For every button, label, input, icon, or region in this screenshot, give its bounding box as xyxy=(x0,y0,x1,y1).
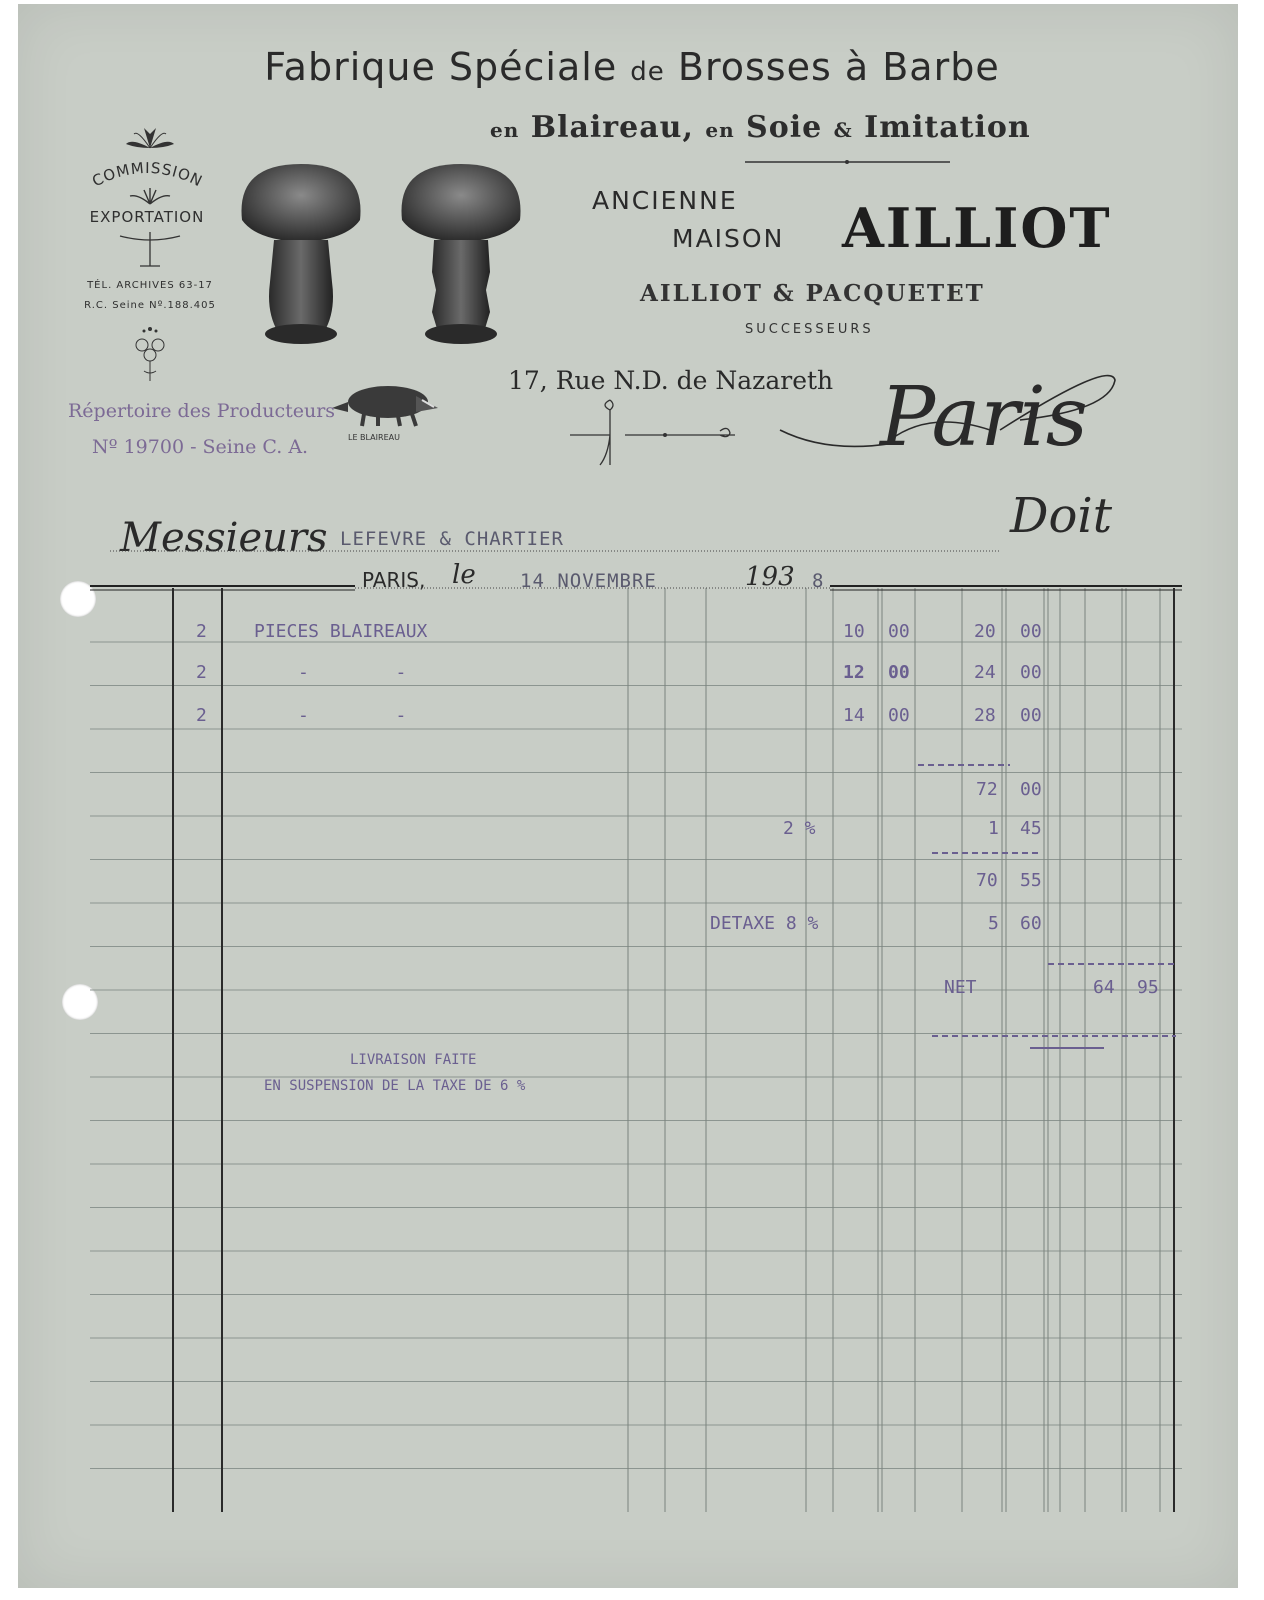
doit-script: Doit xyxy=(1010,488,1113,544)
invoice-year-suffix: 8 xyxy=(812,570,824,592)
producer-stamp-line1: Répertoire des Producteurs xyxy=(68,400,336,422)
item-total-francs: 28 xyxy=(974,705,996,726)
invoice-date: 14 NOVEMBRE xyxy=(520,570,657,592)
dateline-city: PARIS, xyxy=(362,568,426,592)
item-unit-francs: 12 xyxy=(843,662,865,683)
item-unit-cents: 00 xyxy=(888,662,910,683)
svg-text:LE BLAIREAU: LE BLAIREAU xyxy=(348,433,400,442)
ancienne-label: ANCIENNE xyxy=(592,186,738,215)
maison-label: MAISON xyxy=(672,224,785,253)
letterhead-subtitle: en Blaireau, en Soie & Imitation xyxy=(490,110,1031,145)
item-designation: PIECES BLAIREAUX xyxy=(254,621,428,642)
item-designation: - - xyxy=(298,662,407,683)
city-paris-script: Paris xyxy=(880,370,1088,465)
discount-francs: 1 xyxy=(988,818,999,839)
invoice-year-prefix: 193 xyxy=(745,562,795,592)
company-name: AILLIOT xyxy=(842,196,1112,260)
item-designation: - - xyxy=(298,705,407,726)
successeurs-label: SUCCESSEURS xyxy=(745,322,874,337)
dateline-le: le xyxy=(452,560,476,590)
net-label: NET xyxy=(944,977,977,998)
item-total-francs: 24 xyxy=(974,662,996,683)
net-cents: 95 xyxy=(1137,977,1159,998)
registration-number: R.C. Seine Nº.188.405 xyxy=(84,300,216,311)
item-total-cents: 00 xyxy=(1020,621,1042,642)
producer-stamp-line2: Nº 19700 - Seine C. A. xyxy=(92,436,309,458)
svg-text:COMMISSION: COMMISSION xyxy=(89,158,206,191)
item-unit-francs: 10 xyxy=(843,621,865,642)
salutation-script: Messieurs xyxy=(120,515,328,561)
delivery-note-line2: EN SUSPENSION DE LA TAXE DE 6 % xyxy=(264,1078,526,1094)
net-francs: 64 xyxy=(1093,977,1115,998)
item-total-cents: 00 xyxy=(1020,705,1042,726)
subtotal-cents: 00 xyxy=(1020,779,1042,800)
detaxe-label: DETAXE 8 % xyxy=(710,913,819,934)
item-unit-francs: 14 xyxy=(843,705,865,726)
detaxe-francs: 5 xyxy=(988,913,999,934)
subtotal-francs: 72 xyxy=(976,779,998,800)
detaxe-cents: 60 xyxy=(1020,913,1042,934)
letterhead-title: Fabrique Spéciale de Brosses à Barbe xyxy=(264,45,1000,89)
item-total-cents: 00 xyxy=(1020,662,1042,683)
after-discount-cents: 55 xyxy=(1020,870,1042,891)
company-address: 17, Rue N.D. de Nazareth xyxy=(508,366,834,395)
phone-number: TÉL. ARCHIVES 63-17 xyxy=(87,280,213,291)
after-discount-francs: 70 xyxy=(976,870,998,891)
item-total-francs: 20 xyxy=(974,621,996,642)
item-unit-cents: 00 xyxy=(888,705,910,726)
delivery-note-line1: LIVRAISON FAITE xyxy=(350,1052,477,1068)
client-name: LEFEVRE & CHARTIER xyxy=(340,528,564,550)
item-qty: 2 xyxy=(196,662,207,683)
partners-name: AILLIOT & PACQUETET xyxy=(640,280,985,307)
exportation-label: EXPORTATION xyxy=(89,208,205,226)
discount-label: 2 % xyxy=(783,818,816,839)
item-unit-cents: 00 xyxy=(888,621,910,642)
item-qty: 2 xyxy=(196,621,207,642)
item-qty: 2 xyxy=(196,705,207,726)
discount-cents: 45 xyxy=(1020,818,1042,839)
